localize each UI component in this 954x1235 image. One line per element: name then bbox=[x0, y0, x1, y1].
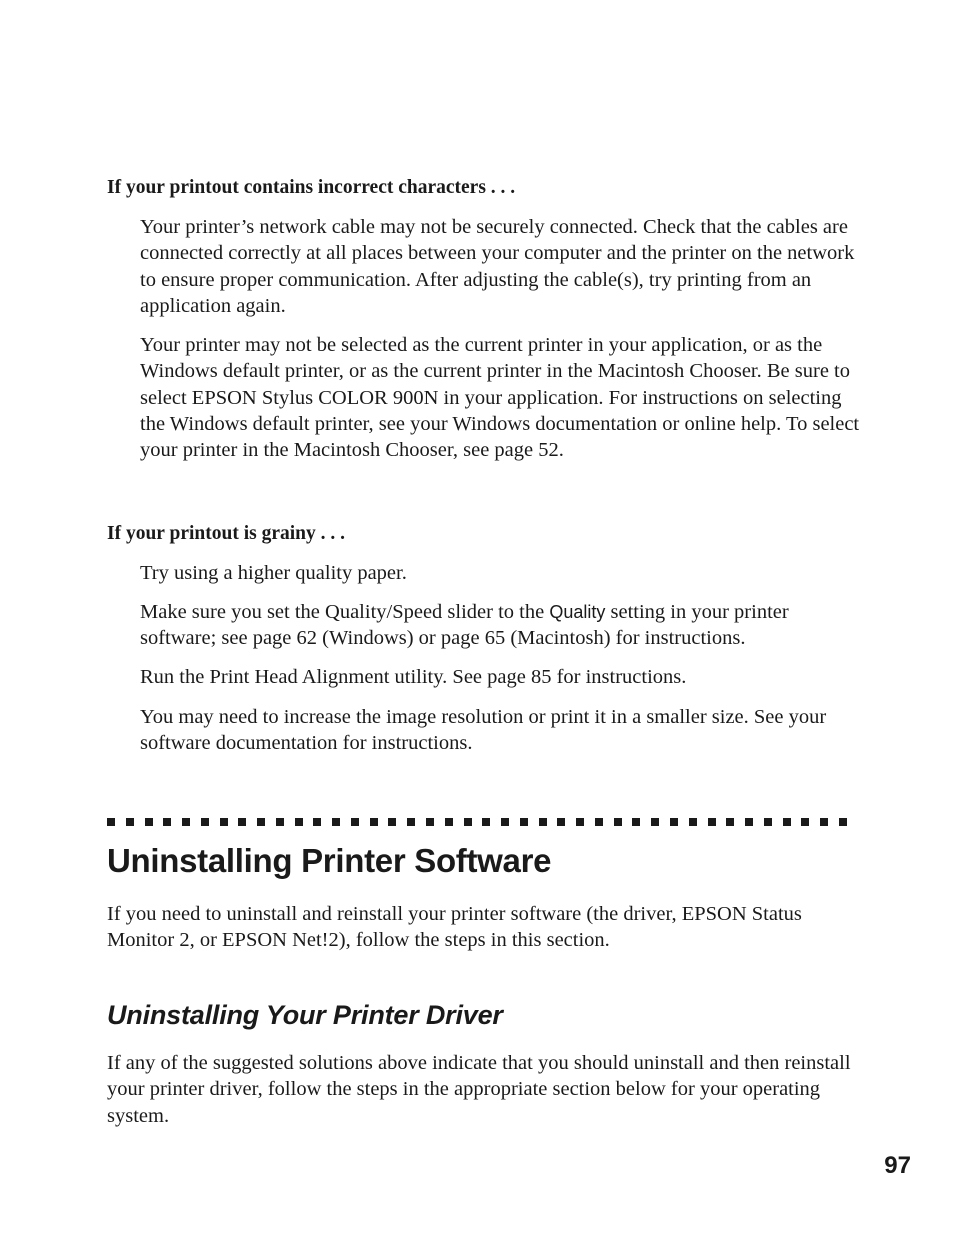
divider-square bbox=[163, 818, 171, 826]
quality-slider-text-after: setting in your printer software; see page 62 (Windows) or page 65 (Macintosh) for instructions. bbox=[140, 601, 789, 650]
page-title: Uninstalling Printer Software bbox=[107, 842, 552, 879]
section-divider bbox=[107, 818, 847, 826]
paragraph-higher-quality-paper: Try using a higher quality paper. bbox=[140, 562, 407, 584]
divider-square bbox=[689, 818, 697, 826]
divider-square bbox=[614, 818, 622, 826]
divider-square bbox=[107, 818, 115, 826]
divider-square bbox=[839, 818, 847, 826]
paragraph-uninstall-driver-intro: If any of the suggested solutions above indicate that you should uninstall and then reinstall your printer driver, follow the steps in the appropriate section below for your operating system. bbox=[107, 1052, 851, 1127]
divider-square bbox=[126, 818, 134, 826]
divider-square bbox=[670, 818, 678, 826]
divider-square bbox=[220, 818, 228, 826]
divider-square bbox=[632, 818, 640, 826]
divider-square bbox=[783, 818, 791, 826]
divider-square bbox=[464, 818, 472, 826]
paragraph-network-cable: Your printer’s network cable may not be securely connected. Check that the cables are connected correctly at all places between your computer and the printer on the network to ensure proper communication. After adjusting the cable(s), try printing from an application again. bbox=[140, 216, 855, 317]
paragraph-uninstall-intro: If you need to uninstall and reinstall your printer software (the driver, EPSON Status Monitor 2, or EPSON Net!2), follow the steps in this section. bbox=[107, 903, 802, 952]
divider-square bbox=[482, 818, 490, 826]
section-heading-grainy: If your printout is grainy . . . bbox=[107, 523, 345, 544]
paragraph-print-head-alignment: Run the Print Head Alignment utility. See page 85 for instructions. bbox=[140, 666, 687, 688]
quality-slider-text-before: Make sure you set the Quality/Speed slider to the bbox=[140, 601, 550, 623]
divider-square bbox=[745, 818, 753, 826]
divider-square bbox=[238, 818, 246, 826]
divider-square bbox=[764, 818, 772, 826]
divider-square bbox=[501, 818, 509, 826]
divider-square bbox=[407, 818, 415, 826]
divider-square bbox=[539, 818, 547, 826]
divider-square bbox=[370, 818, 378, 826]
divider-square bbox=[182, 818, 190, 826]
paragraph-quality-slider bbox=[140, 599, 860, 652]
paragraph-select-printer: Your printer may not be selected as the current printer in your application, or as the Windows default printer, or as the current printer in the Macintosh Chooser. Be sure to select EPSON Stylus COLOR 900N in your application. For instructions on selecting the Windows default printer, see your Windows documentation or online help. To select your printer in the Macintosh Chooser, see page 52. bbox=[140, 334, 860, 462]
divider-square bbox=[388, 818, 396, 826]
divider-square bbox=[276, 818, 284, 826]
divider-square bbox=[651, 818, 659, 826]
divider-square bbox=[801, 818, 809, 826]
section-heading-incorrect-characters: If your printout contains incorrect characters . . . bbox=[107, 177, 516, 198]
divider-square bbox=[820, 818, 828, 826]
divider-square bbox=[332, 818, 340, 826]
divider-square bbox=[201, 818, 209, 826]
divider-square bbox=[708, 818, 716, 826]
divider-square bbox=[295, 818, 303, 826]
divider-square bbox=[445, 818, 453, 826]
subsection-title: Uninstalling Your Printer Driver bbox=[107, 1000, 503, 1030]
divider-square bbox=[313, 818, 321, 826]
divider-square bbox=[145, 818, 153, 826]
page-number: 97 bbox=[884, 1152, 911, 1179]
paragraph-image-resolution: You may need to increase the image resolution or print it in a smaller size. See your software documentation for instructions. bbox=[140, 706, 827, 755]
divider-square bbox=[426, 818, 434, 826]
divider-square bbox=[257, 818, 265, 826]
quality-setting-label: Quality bbox=[549, 602, 606, 622]
divider-square bbox=[351, 818, 359, 826]
divider-square bbox=[726, 818, 734, 826]
divider-square bbox=[595, 818, 603, 826]
divider-square bbox=[576, 818, 584, 826]
divider-square bbox=[557, 818, 565, 826]
divider-square bbox=[520, 818, 528, 826]
